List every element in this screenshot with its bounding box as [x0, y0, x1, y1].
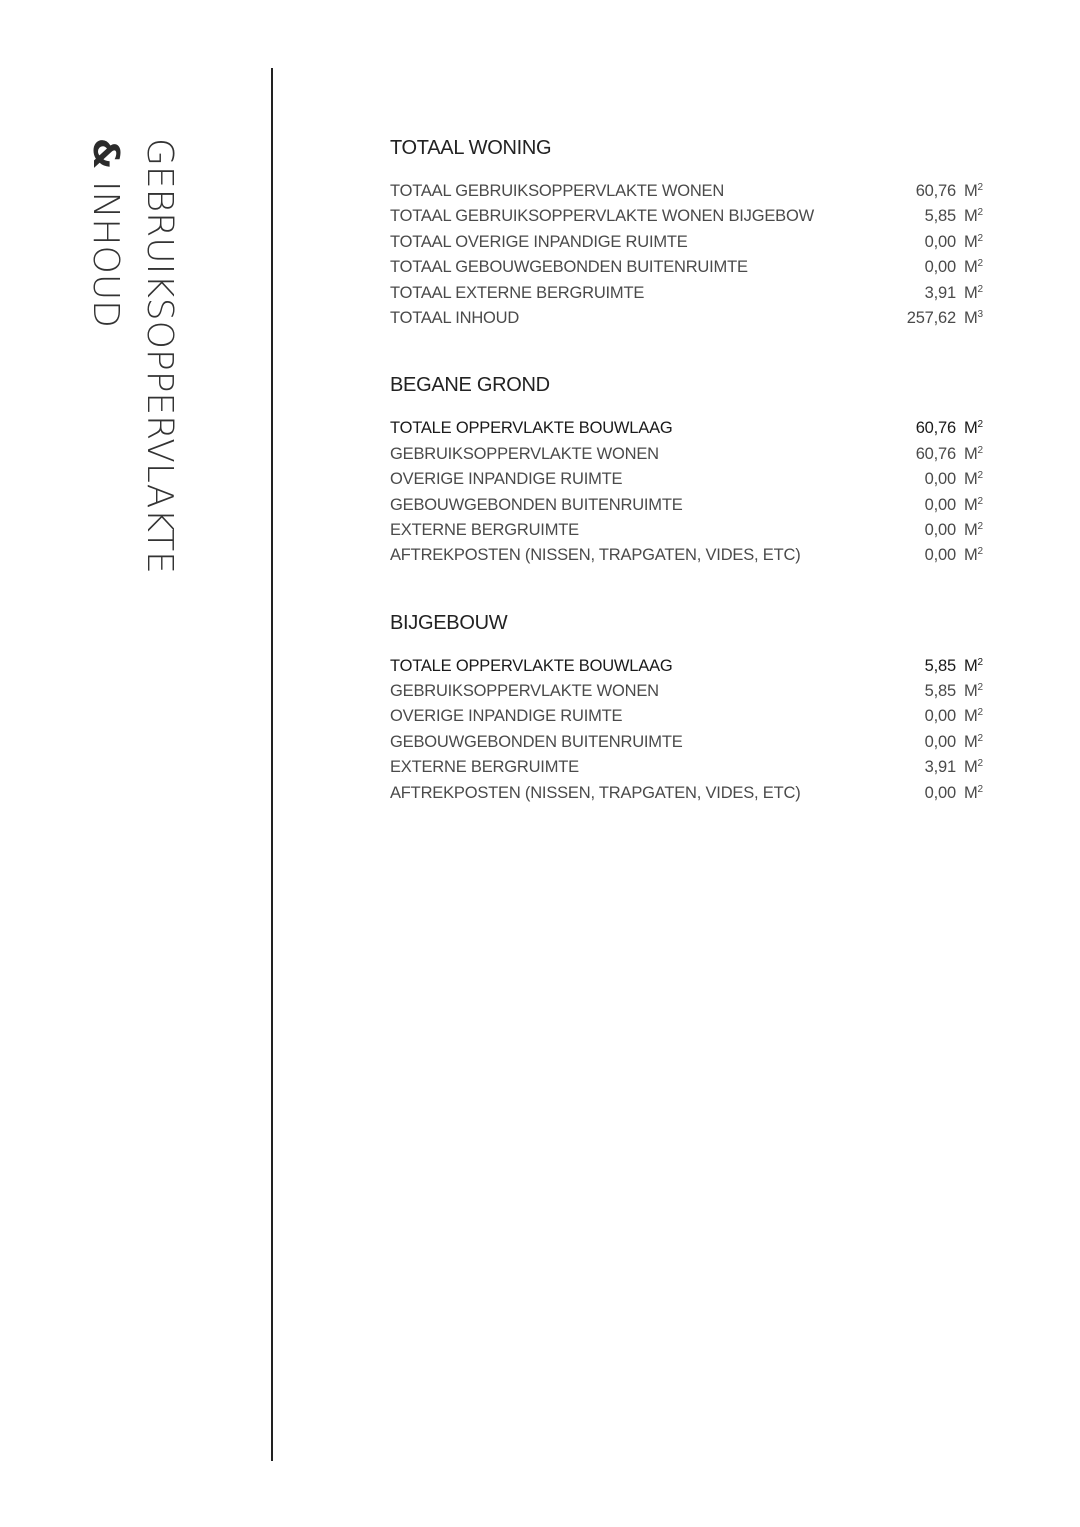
- table-row: [390, 704, 990, 729]
- row-label: TOTAAL GEBRUIKSOPPERVLAKTE WONEN BIJGEBOW: [390, 207, 814, 226]
- row-label: TOTAAL OVERIGE INPANDIGE RUIMTE: [390, 232, 688, 251]
- unit-symbol: M: [964, 182, 978, 200]
- row-value: 5,85: [924, 207, 956, 226]
- row-unit: [964, 442, 990, 467]
- row-label: AFTREKPOSTEN (NISSEN, TRAPGATEN, VIDES, ETC): [390, 783, 801, 802]
- unit-exponent: 2: [977, 258, 983, 270]
- row-unit: [964, 493, 990, 518]
- unit-exponent: 2: [977, 470, 983, 482]
- unit-symbol: M: [964, 444, 978, 463]
- row-unit: [964, 204, 990, 229]
- row-unit: [964, 467, 990, 492]
- unit-symbol: M: [964, 546, 978, 565]
- table-row: [390, 730, 990, 755]
- unit-symbol: M: [964, 783, 978, 802]
- row-label: TOTALE OPPERVLAKTE BOUWLAAG: [390, 656, 673, 675]
- unit-symbol: M: [964, 758, 978, 777]
- unit-symbol: M: [964, 283, 978, 302]
- row-unit: [964, 679, 990, 704]
- unit-symbol: M: [964, 419, 978, 438]
- table-row: [390, 679, 990, 704]
- row-unit: [964, 704, 990, 729]
- section-heading: BIJGEBOUW: [390, 611, 508, 634]
- page-title: [78, 138, 186, 574]
- row-unit: [964, 781, 990, 806]
- row-value: 60,76: [915, 182, 956, 200]
- row-label: TOTAAL GEBRUIKSOPPERVLAKTE WONEN: [390, 182, 725, 200]
- unit-exponent: 2: [977, 783, 983, 795]
- unit-symbol: M: [964, 207, 978, 226]
- section-heading: BEGANE GROND: [390, 374, 550, 397]
- row-unit: [964, 730, 990, 755]
- section-begane-grond: [390, 371, 990, 568]
- row-value: 0,00: [924, 520, 956, 539]
- table-row: [390, 204, 990, 229]
- table-row: [390, 255, 990, 280]
- row-label: AFTREKPOSTEN (NISSEN, TRAPGATEN, VIDES, ETC): [390, 546, 801, 565]
- row-value: 0,00: [924, 232, 956, 251]
- row-label: EXTERNE BERGRUIMTE: [390, 520, 579, 539]
- unit-exponent: 2: [977, 182, 983, 193]
- unit-symbol: M: [964, 520, 978, 539]
- row-unit: [964, 416, 990, 441]
- unit-exponent: 2: [977, 419, 983, 431]
- table-row: [390, 467, 990, 492]
- unit-exponent: 2: [977, 283, 983, 295]
- unit-exponent: 2: [977, 444, 983, 456]
- unit-symbol: M: [964, 232, 978, 251]
- title-line-1: GEBRUIKSOPPERVLAKTE: [139, 138, 180, 574]
- row-label: TOTAAL INHOUD: [390, 308, 520, 327]
- title-ampersand: &: [85, 138, 126, 170]
- row-value: 0,00: [924, 732, 956, 751]
- row-label: GEBRUIKSOPPERVLAKTE WONEN: [390, 682, 659, 701]
- row-label: GEBOUWGEBONDEN BUITENRUIMTE: [390, 495, 683, 514]
- section-bijgebouw: [390, 609, 990, 806]
- section-heading: TOTAAL WONING: [390, 137, 552, 159]
- unit-exponent: 2: [977, 732, 983, 744]
- row-unit: [964, 518, 990, 543]
- title-line-2-text: INHOUD: [85, 180, 126, 328]
- table-row: [390, 442, 990, 467]
- row-label: TOTAAL EXTERNE BERGRUIMTE: [390, 283, 645, 302]
- row-label: GEBOUWGEBONDEN BUITENRUIMTE: [390, 732, 683, 751]
- row-label: GEBRUIKSOPPERVLAKTE WONEN: [390, 444, 659, 463]
- table-row: [390, 781, 990, 806]
- title-line-2: [78, 138, 132, 574]
- unit-exponent: 2: [977, 207, 983, 219]
- unit-symbol: M: [964, 656, 978, 675]
- unit-exponent: 2: [977, 546, 983, 558]
- unit-exponent: 2: [977, 495, 983, 507]
- unit-exponent: 2: [977, 232, 983, 244]
- unit-exponent: 2: [977, 656, 983, 668]
- row-label: OVERIGE INPANDIGE RUIMTE: [390, 470, 623, 489]
- row-value: 3,91: [924, 758, 956, 777]
- row-unit: [964, 543, 990, 568]
- unit-exponent: 2: [977, 520, 983, 532]
- area-tables: [390, 134, 990, 846]
- row-value: 0,00: [924, 495, 956, 514]
- row-value: 5,85: [924, 656, 956, 675]
- vertical-divider: [271, 68, 273, 1461]
- row-value: 0,00: [924, 707, 956, 726]
- unit-symbol: M: [964, 495, 978, 514]
- row-value: 60,76: [915, 419, 956, 438]
- row-unit: [964, 755, 990, 780]
- row-label: TOTAAL GEBOUWGEBONDEN BUITENRUIMTE: [390, 258, 748, 277]
- unit-symbol: M: [964, 258, 978, 277]
- unit-exponent: 2: [977, 758, 983, 770]
- row-value: 3,91: [924, 283, 956, 302]
- row-value: 5,85: [924, 682, 956, 701]
- table-row: [390, 755, 990, 780]
- unit-exponent: 2: [977, 707, 983, 719]
- table-row: [390, 518, 990, 543]
- row-unit: [964, 281, 990, 306]
- table-row-total: [390, 416, 990, 441]
- row-unit: [964, 654, 990, 679]
- table-row: [390, 493, 990, 518]
- row-value: 257,62: [906, 308, 956, 327]
- row-label: EXTERNE BERGRUIMTE: [390, 758, 579, 777]
- table-row-total: [390, 654, 990, 679]
- row-unit: [964, 306, 990, 331]
- unit-symbol: M: [964, 470, 978, 489]
- row-value: 0,00: [924, 783, 956, 802]
- row-value: 0,00: [924, 546, 956, 565]
- row-unit: [964, 179, 990, 204]
- row-unit: [964, 230, 990, 255]
- unit-symbol: M: [964, 732, 978, 751]
- row-label: OVERIGE INPANDIGE RUIMTE: [390, 707, 623, 726]
- row-value: 0,00: [924, 470, 956, 489]
- section-totaal-woning: [390, 134, 990, 331]
- row-value: 60,76: [915, 444, 956, 463]
- unit-symbol: M: [964, 682, 978, 701]
- row-label: TOTALE OPPERVLAKTE BOUWLAAG: [390, 419, 673, 438]
- unit-exponent: 3: [977, 308, 983, 320]
- unit-symbol: M: [964, 707, 978, 726]
- table-row: [390, 230, 990, 255]
- unit-exponent: 2: [977, 682, 983, 694]
- unit-symbol: M: [964, 308, 978, 327]
- row-unit: [964, 255, 990, 280]
- table-row: [390, 543, 990, 568]
- table-row: [390, 306, 990, 331]
- row-value: 0,00: [924, 258, 956, 277]
- table-row: [390, 179, 990, 204]
- table-row: [390, 281, 990, 306]
